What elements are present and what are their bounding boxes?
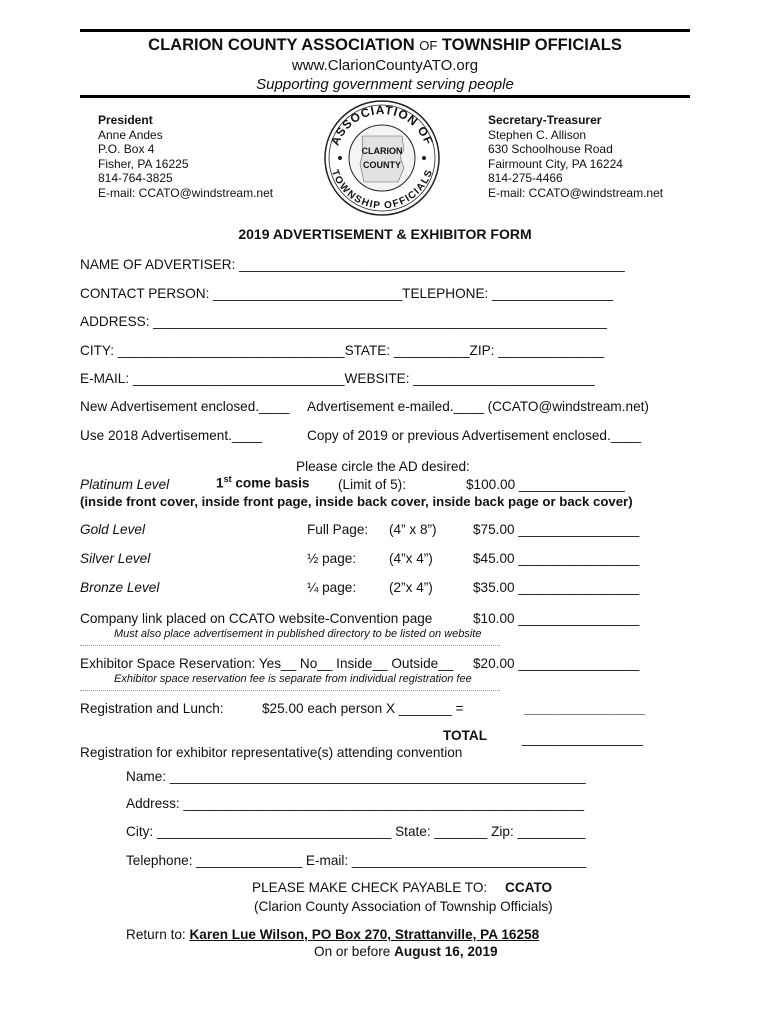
- secretary-address1: 630 Schoolhouse Road: [488, 142, 613, 156]
- secretary-address2: Fairmount City, PA 16224: [488, 156, 623, 171]
- contact-field[interactable]: CONTACT PERSON: _________________________TELEPHONE: ________________: [80, 286, 614, 301]
- rep-name-field[interactable]: Name: _______________________________________________________: [126, 769, 586, 784]
- exhibitor-price[interactable]: $20.00 ________________: [473, 656, 640, 671]
- rep-phone-field[interactable]: Telephone: ______________ E-mail: _______________________________: [126, 853, 587, 868]
- secretary-name: Stephen C. Allison: [488, 127, 587, 142]
- platinum-basis: [216, 474, 309, 491]
- bronze-level: Bronze Level: [80, 580, 160, 595]
- seal-center-2: COUNTY: [363, 160, 401, 170]
- city-field[interactable]: CITY: ______________________________STATE: __________ZIP: ______________: [80, 343, 605, 358]
- divider-dotted-2: [80, 690, 500, 691]
- gold-level: Gold Level: [80, 522, 145, 537]
- reps-heading: Registration for exhibitor representative(s) attending convention: [80, 745, 463, 760]
- president-name: Anne Andes: [98, 127, 163, 142]
- circle-instruction: Please circle the AD desired:: [296, 459, 470, 474]
- gold-size: (4” x 8”): [389, 522, 437, 537]
- new-ad-option[interactable]: New Advertisement enclosed.____: [80, 399, 290, 414]
- secretary-role: Secretary-Treasurer: [488, 113, 602, 127]
- secretary-phone: 814-275-4466: [488, 171, 563, 185]
- secretary-block: [488, 113, 663, 200]
- company-link-price[interactable]: $10.00 ________________: [473, 611, 640, 626]
- deadline-date: August 16, 2019: [394, 944, 498, 959]
- president-role: President: [98, 113, 153, 127]
- website-url: www.ClarionCountyATO.org: [291, 57, 479, 74]
- gold-price[interactable]: $75.00 ________________: [473, 522, 640, 537]
- payable-label: PLEASE MAKE CHECK PAYABLE TO:: [252, 880, 488, 895]
- return-label: Return to:: [126, 927, 190, 942]
- company-link-note: Must also place advertisement in published directory to be listed on website: [114, 628, 482, 640]
- silver-page: ½ page:: [307, 551, 357, 566]
- deadline-label: On or before: [314, 944, 395, 959]
- registration-line[interactable]: ________________: [524, 701, 645, 716]
- deadline-line: [314, 944, 498, 959]
- advertiser-field[interactable]: NAME OF ADVERTISER: ___________________________________________________: [80, 257, 625, 272]
- president-block: [98, 113, 273, 200]
- email-field[interactable]: E-MAIL: ____________________________WEBSITE: ________________________: [80, 371, 595, 386]
- payee: CCATO: [505, 880, 553, 895]
- org-title: [0, 36, 770, 55]
- top-rule: [80, 29, 690, 32]
- platinum-basis-text: come basis: [231, 475, 310, 491]
- president-phone: 814-764-3825: [98, 171, 173, 185]
- title-left: CLARION COUNTY ASSOCIATION: [148, 36, 415, 54]
- rep-address-field[interactable]: Address: _____________________________________________________: [126, 796, 585, 811]
- silver-size: (4”x 4”): [389, 551, 433, 566]
- platinum-limit: (Limit of 5):: [338, 477, 406, 492]
- payee-org: (Clarion County Association of Township Officials): [254, 899, 553, 914]
- seal-ring-top: ASSOCIATION OF: [327, 102, 437, 148]
- address-field[interactable]: ADDRESS: ____________________________________________________________: [80, 314, 607, 329]
- platinum-note: (inside front cover, inside front page, inside back cover, inside back page or back cover): [80, 494, 633, 509]
- company-link-label: Company link placed on CCATO website-Convention page: [80, 611, 433, 626]
- bronze-price[interactable]: $35.00 ________________: [473, 580, 640, 595]
- form-title: 2019 ADVERTISEMENT & EXHIBITOR FORM: [238, 226, 532, 242]
- platinum-first: 1: [216, 475, 224, 491]
- tagline: Supporting government serving people: [256, 76, 514, 93]
- copy2019-option[interactable]: Copy of 2019 or previous Advertisement enclosed.____: [307, 428, 642, 443]
- gold-page: Full Page:: [307, 522, 369, 537]
- payable-line: [252, 880, 552, 895]
- registration-each[interactable]: $25.00 each person X _______ =: [262, 701, 464, 716]
- registration-label: Registration and Lunch:: [80, 701, 224, 716]
- total-line[interactable]: ________________: [522, 731, 643, 746]
- president-email: E-mail: CCATO@windstream.net: [98, 185, 274, 200]
- silver-price[interactable]: $45.00 ________________: [473, 551, 640, 566]
- seal-ring-bottom: TOWNSHIP OFFICIALS: [328, 168, 436, 212]
- rep-city-field[interactable]: City: _______________________________ State: _______ Zip: _________: [126, 824, 586, 839]
- silver-level: Silver Level: [80, 551, 151, 566]
- divider-dotted: [80, 645, 500, 646]
- title-right: TOWNSHIP OFFICIALS: [441, 36, 622, 54]
- platinum-price[interactable]: $100.00 ______________: [466, 477, 625, 492]
- platinum-level: Platinum Level: [80, 477, 170, 492]
- exhibitor-note: Exhibitor space reservation fee is separate from individual registration fee: [114, 673, 472, 685]
- president-address1: P.O. Box 4: [98, 142, 155, 156]
- seal-graphic: [318, 98, 446, 216]
- secretary-email: E-mail: CCATO@windstream.net: [488, 185, 664, 200]
- return-line: [126, 927, 539, 942]
- bronze-page: ¼ page:: [307, 580, 357, 595]
- emailed-option[interactable]: Advertisement e-mailed.____ (CCATO@windstream.net): [307, 399, 649, 414]
- platinum-sup: st: [223, 474, 232, 484]
- association-seal: [318, 98, 446, 216]
- exhibitor-label[interactable]: Exhibitor Space Reservation: Yes__ No__ Inside__ Outside__: [80, 656, 454, 671]
- use2018-option[interactable]: Use 2018 Advertisement.____: [80, 428, 263, 443]
- return-address: Karen Lue Wilson, PO Box 270, Strattanville, PA 16258: [189, 927, 540, 942]
- title-of: OF: [419, 38, 438, 53]
- president-address2: Fisher, PA 16225: [98, 156, 189, 171]
- seal-center-1: CLARION: [361, 146, 403, 156]
- bronze-size: (2”x 4”): [389, 580, 433, 595]
- total-label: TOTAL: [443, 728, 488, 743]
